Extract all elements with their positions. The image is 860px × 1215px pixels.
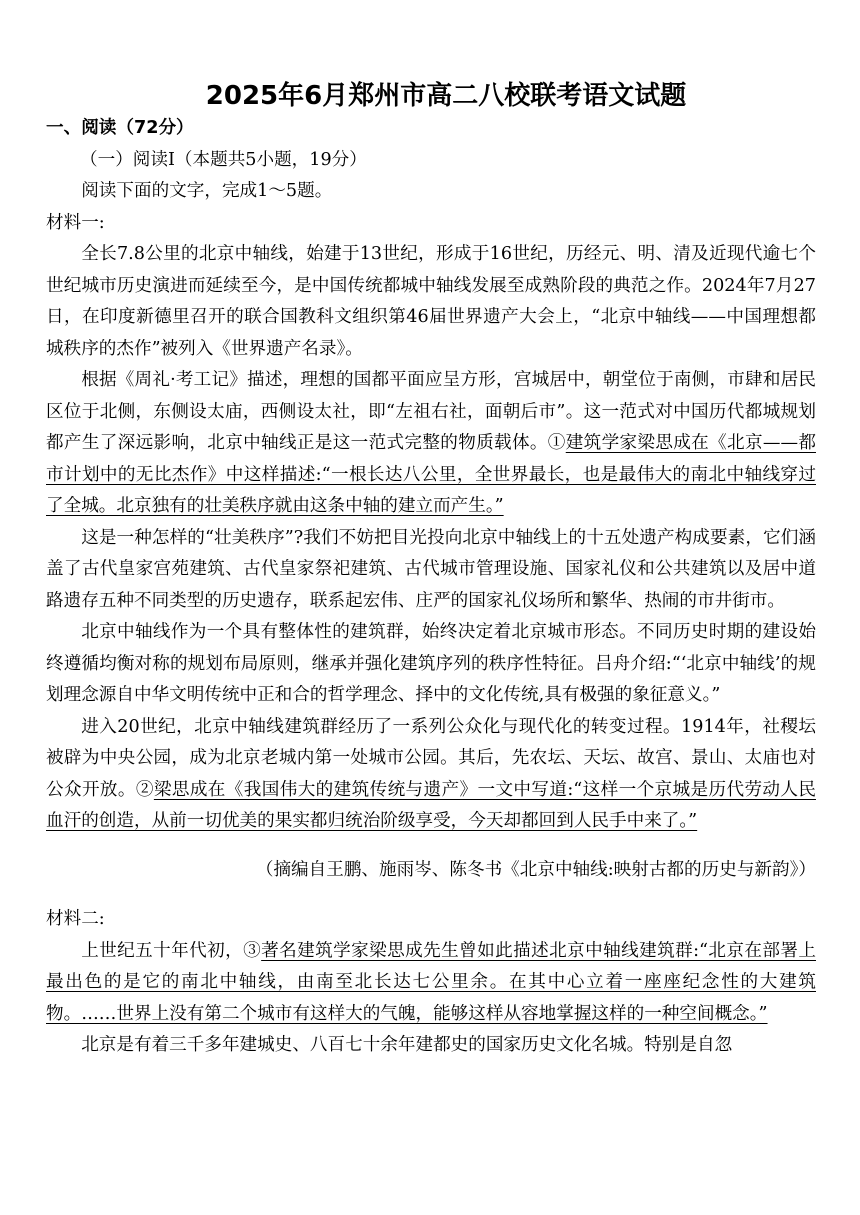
underlined-quote-1: 建筑学家梁思成在《北京——都市计划中的无比杰作》中这样描述:“一根长达八公里，全世界最长，也是最伟大的南北中轴线穿过了全城。北京独有的壮美秩序就由这条中轴的建立而产生。” [46, 433, 816, 516]
material-two-paragraph-2: 北京是有着三千多年建城史、八百七十余年建都史的国家历史文化名城。特别是自忽 [81, 1035, 733, 1056]
instruction: 阅读下面的文字，完成1～5题。 [81, 181, 333, 201]
material-one-label: 材料一: [46, 212, 105, 233]
material-one-paragraph-5 [46, 712, 816, 838]
material-one-paragraph-1: 全长7.8公里的北京中轴线，始建于13世纪，形成于16世纪，历经元、明、清及近现代逾七个世纪城市历史演进而延续至今，是中国传统都城中轴线发展至成熟阶段的典范之作。2024年7月27日，在印度新德里召开的联合国教科文组织第46届世界遗产大会上，“北京中轴线——中国理想都城秩序的杰作”被列入《世界遗产名录》。 [46, 244, 816, 359]
subsection-heading: （一）阅读I（本题共5小题，19分） [80, 149, 367, 170]
paragraph-text: 上世纪五十年代初，③ [81, 940, 262, 961]
underlined-quote-3: 著名建筑学家梁思成先生曾如此描述北京中轴线建筑群:“北京在部署上最出色的是它的南北中轴线，由南至北长达七公里余。在其中心立着一座座纪念性的大建筑物。……世界上没有第二个城市有这样大的气魄，能够这样从容地掌握这样的一种空间概念。” [46, 940, 816, 1024]
section-heading: 一、阅读（72分） [46, 118, 194, 138]
material-one-paragraph-3: 这是一种怎样的“壮美秩序”?我们不妨把目光投向北京中轴线上的十五处遗产构成要素，它们涵盖了古代皇家宫苑建筑、古代皇家祭祀建筑、古代城市管理设施、国家礼仪和公共建筑以及居中道路遗存五种不同类型的历史遗存，联系起宏伟、庄严的国家礼仪场所和繁华、热闹的市井街市。 [46, 527, 816, 611]
material-one-paragraph-4: 北京中轴线作为一个具有整体性的建筑群，始终决定着北京城市形态。不同历史时期的建设始终遵循均衡对称的规划布局原则，继承并强化建筑序列的秩序性特征。吕舟介绍:“‘北京中轴线’的规划理念源自中华文明传统中正和合的哲学理念、择中的文化传统,具有极强的象征意义。” [46, 622, 816, 705]
paragraph-text: 根据《周礼·考工记》描述，理想的国都平面应呈方形，宫城居中，朝堂位于南侧，市肆和居民区位于北侧，东侧设太庙，西侧设太社，即“左祖右社，面朝后市”。这一范式对中国历代都城规划都产生了深远影响，北京中轴线正是这一范式完整的物质载体。① [46, 370, 816, 453]
material-one-source: （摘编自王鹏、施雨岑、陈冬书《北京中轴线:映射古都的历史与新韵》） [255, 860, 816, 881]
paragraph-text: 进入20世纪，北京中轴线建筑群经历了一系列公众化与现代化的转变过程。1914年，社稷坛被辟为中央公园，成为北京老城内第一处城市公园。其后，先农坛、天坛、故宫、景山、太庙也对公众开放。② [46, 716, 816, 800]
underlined-quote-2: 梁思成在《我国伟大的建筑传统与遗产》一文中写道:“这样一个京城是历代劳动人民血汗的创造，从前一切优美的果实都归统治阶级享受，今天却都回到人民手中来了。” [46, 779, 816, 831]
material-two-paragraph-1 [46, 936, 816, 1031]
material-one-paragraph-2 [46, 365, 816, 523]
document-page [46, 0, 816, 1062]
page-title: 2025年6月郑州市高二八校联考语文试题 [205, 81, 687, 111]
material-two-label: 材料二: [46, 909, 105, 930]
